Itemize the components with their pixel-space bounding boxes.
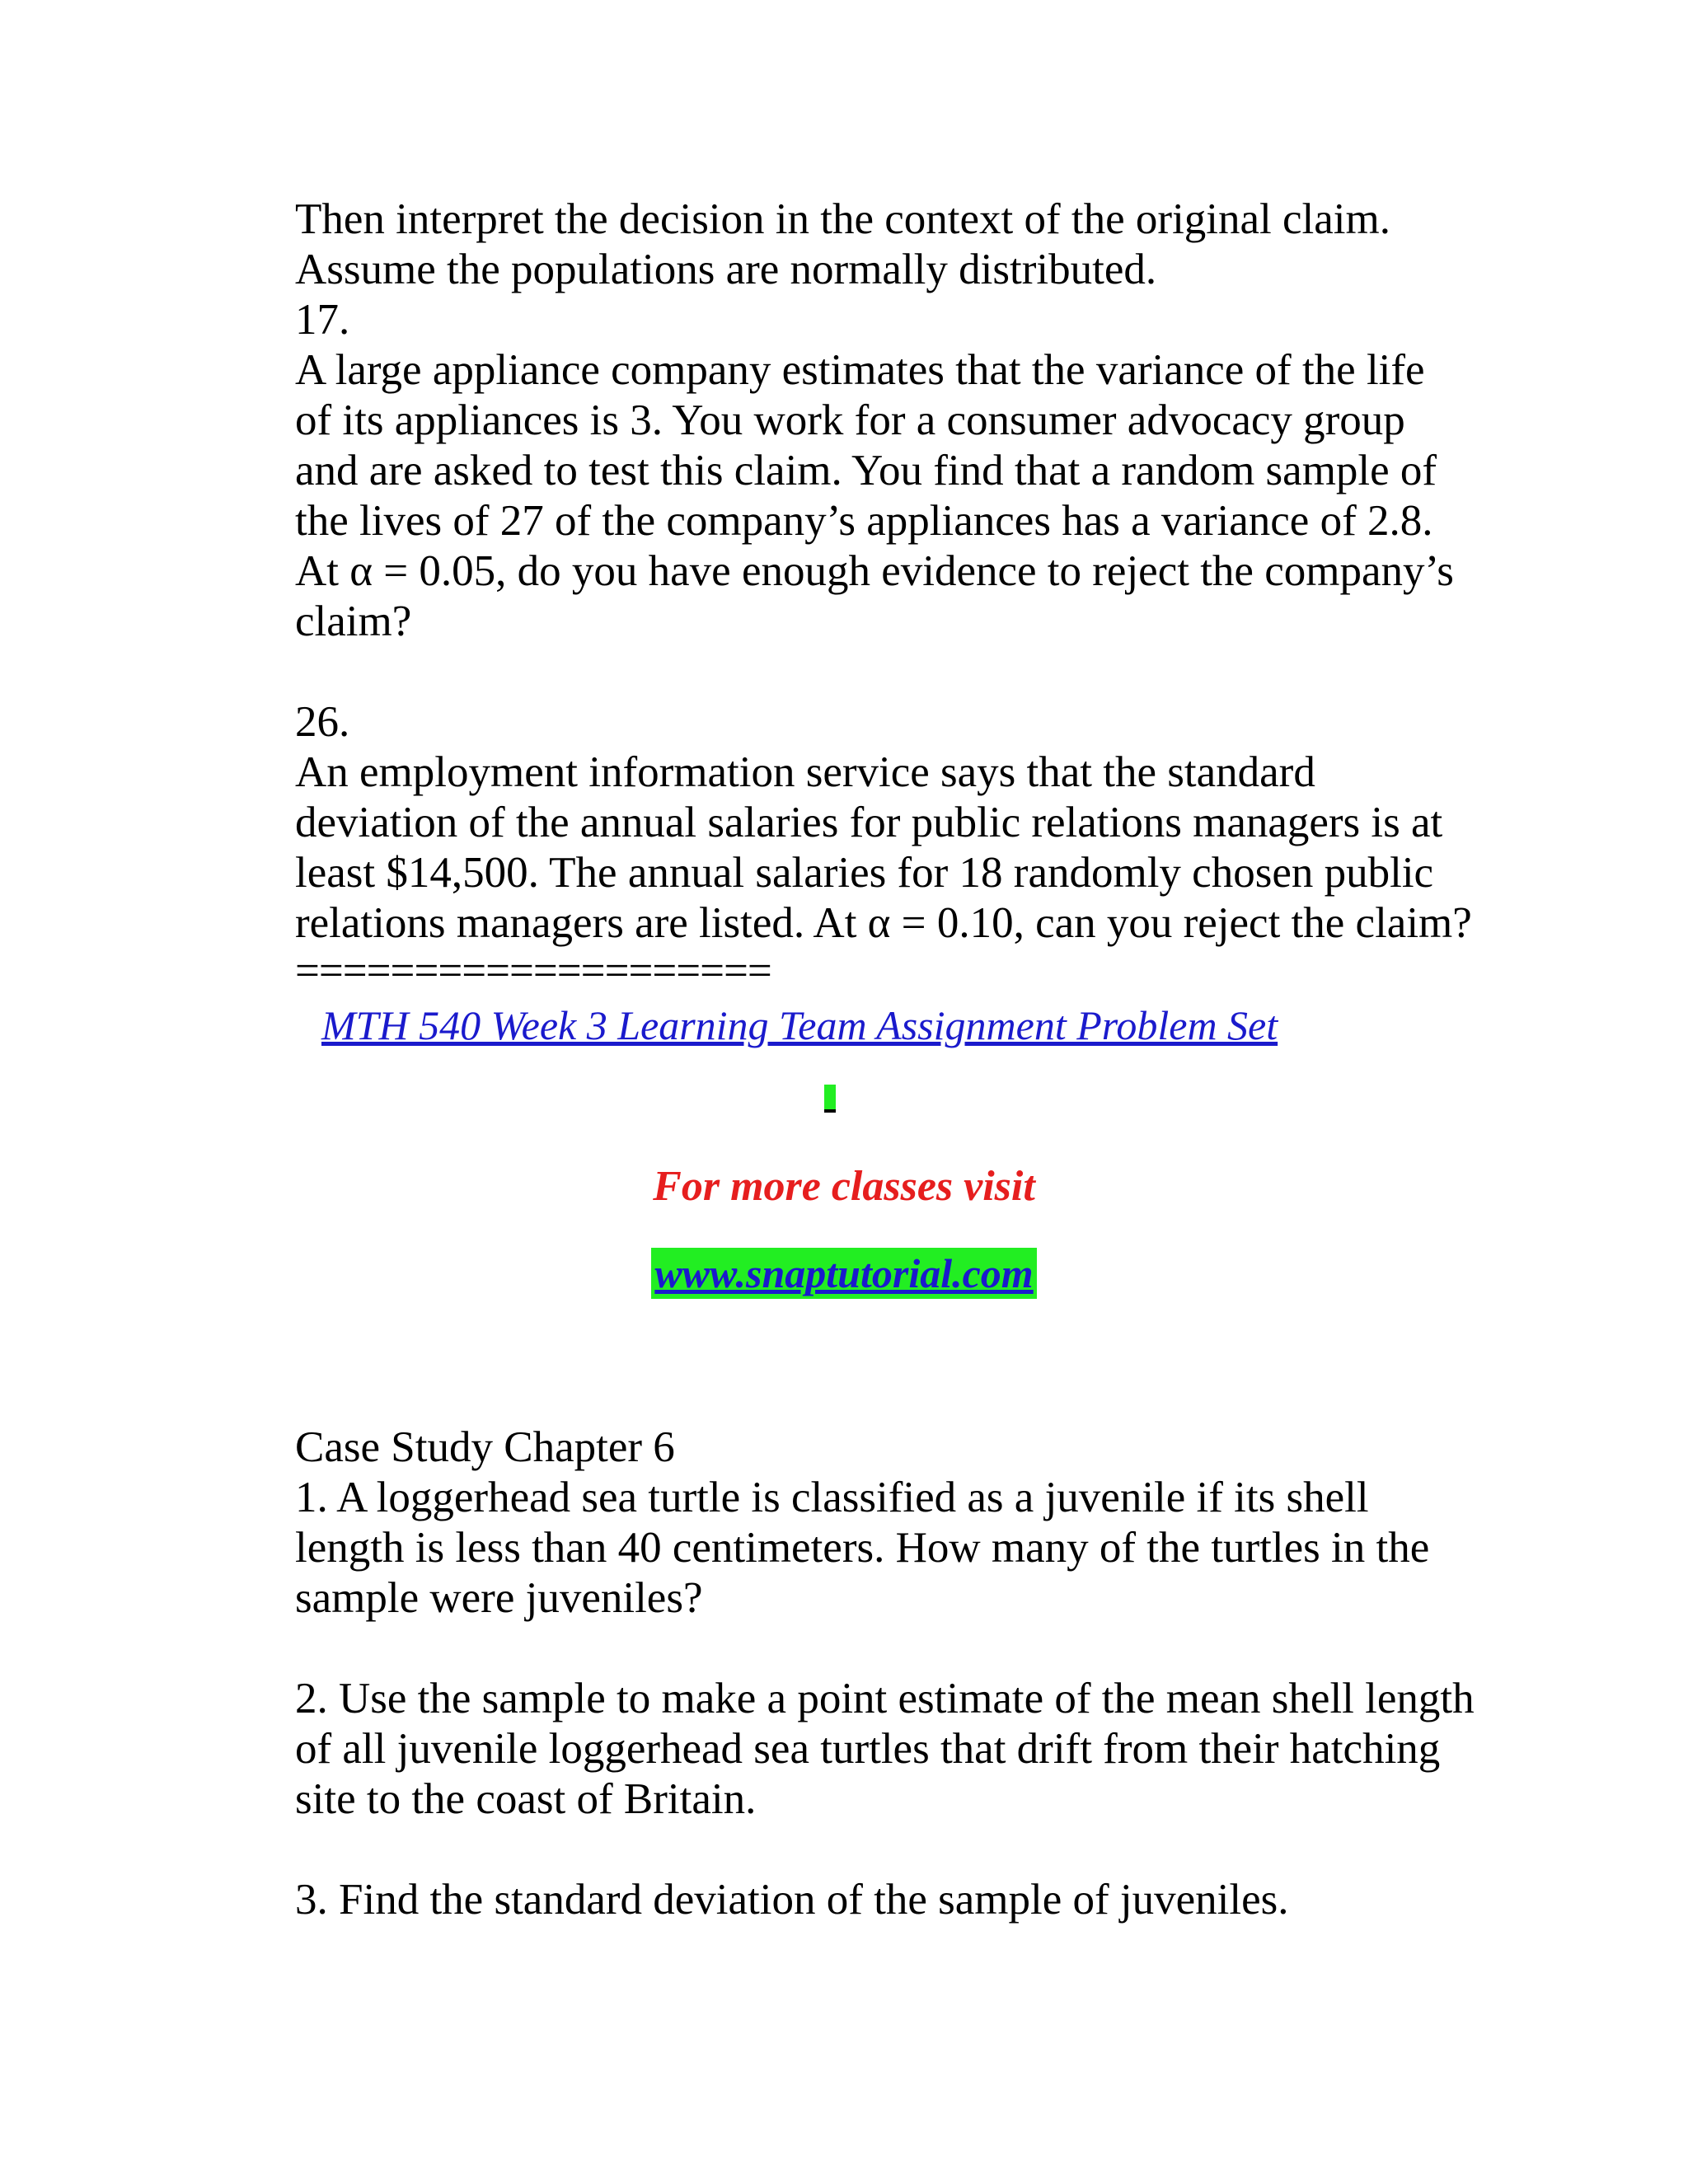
text-line: 2. Use the sample to make a point estimate of the mean shell length (295, 1675, 1475, 1722)
promo-site-row (0, 1248, 1688, 1299)
website-link[interactable]: www.snaptutorial.com (651, 1248, 1036, 1299)
text-line: of all juvenile loggerhead sea turtles that drift from their hatching (295, 1725, 1441, 1773)
text-line: 1. A loggerhead sea turtle is classified as a juvenile if its shell (295, 1474, 1369, 1521)
text-line: claim? (295, 598, 412, 645)
problem-number: 26. (295, 698, 350, 746)
text-line: A large appliance company estimates that the variance of the life (295, 346, 1425, 394)
text-line: sample were juveniles? (295, 1574, 703, 1622)
assignment-title-link[interactable]: MTH 540 Week 3 Learning Team Assignment Problem Set (321, 1002, 1278, 1048)
text-line: least $14,500. The annual salaries for 18 randomly chosen public (295, 849, 1434, 897)
separator-line: ==================== (295, 947, 771, 995)
highlight-marker (824, 1085, 836, 1113)
text-line: and are asked to test this claim. You find that a random sample of (295, 447, 1437, 494)
text-line: At α = 0.05, do you have enough evidence to reject the company’s (295, 547, 1454, 595)
text-line: Assume the populations are normally distributed. (295, 246, 1157, 293)
text-line: relations managers are listed. At α = 0.10, can you reject the claim? (295, 899, 1472, 947)
problem-number: 17. (295, 296, 350, 344)
text-line: 3. Find the standard deviation of the sample of juveniles. (295, 1876, 1289, 1924)
text-line: the lives of 27 of the company’s appliances has a variance of 2.8. (295, 497, 1433, 545)
promo-text: For more classes visit (653, 1163, 1035, 1210)
text-line: deviation of the annual salaries for public relations managers is at (295, 799, 1443, 846)
text-line: Then interpret the decision in the context of the original claim. (295, 195, 1390, 243)
text-line: An employment information service says that the standard (295, 748, 1315, 796)
text-line: of its appliances is 3. You work for a consumer advocacy group (295, 396, 1405, 444)
text-line: site to the coast of Britain. (295, 1775, 757, 1823)
section-heading: Case Study Chapter 6 (295, 1423, 675, 1471)
text-line: length is less than 40 centimeters. How many of the turtles in the (295, 1524, 1430, 1572)
